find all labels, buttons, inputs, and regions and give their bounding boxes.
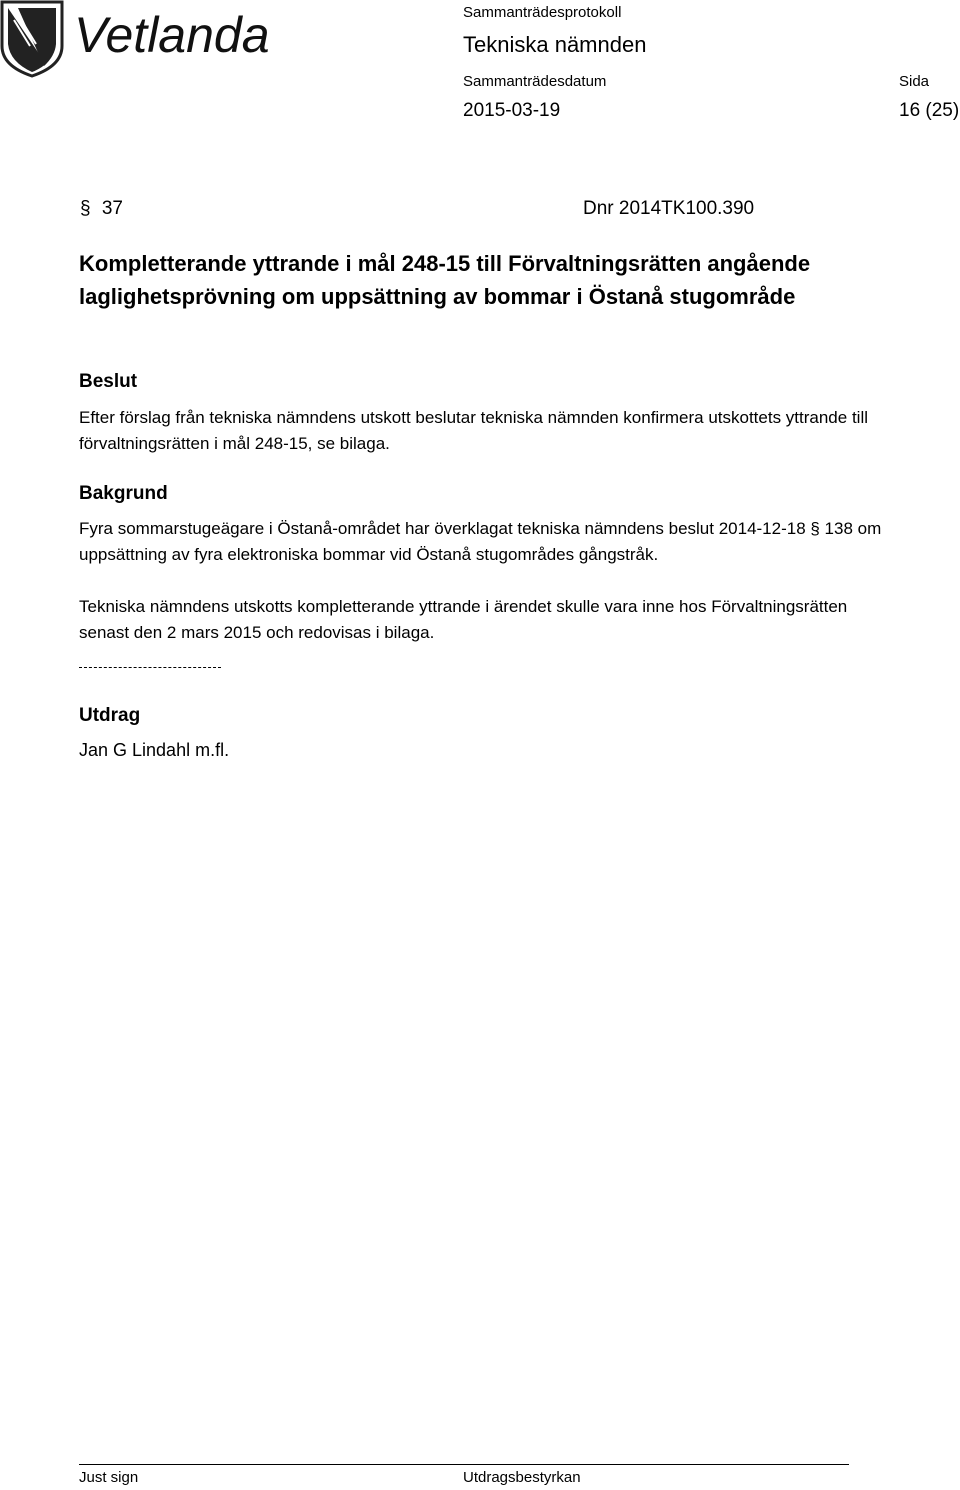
extract-heading: Utdrag <box>79 705 141 726</box>
footer-rule <box>79 1464 849 1465</box>
committee-name: Tekniska nämnden <box>463 32 647 57</box>
diary-number: Dnr 2014TK100.390 <box>583 198 755 219</box>
vetlanda-logo <box>0 0 290 80</box>
page-number: 16 (25) <box>899 100 960 121</box>
dashed-separator <box>79 667 221 668</box>
extract-recipient: Jan G Lindahl m.fl. <box>79 740 230 760</box>
coat-of-arms-icon <box>2 2 62 76</box>
case-title: Kompletterande yttrande i mål 248-15 till Förvaltningsrätten angående laglighetsprövning om uppsättning av bommar i Östanå stugområde <box>79 251 811 309</box>
case-number: 37 <box>101 198 123 219</box>
section-symbol: § <box>80 198 91 219</box>
page-label: Sida <box>899 73 930 90</box>
decision-text: Efter förslag från tekniska nämndens utskott beslutar tekniska nämnden konfirmera utskottets yttrande till förvaltningsrätten i mål 248-15, se bilaga. <box>79 408 868 453</box>
logo-wordmark: Vetlanda <box>74 7 270 63</box>
background-heading: Bakgrund <box>79 483 168 504</box>
protocol-label: Sammanträdesprotokoll <box>463 4 622 21</box>
section-number <box>80 198 123 220</box>
just-sign-label: Just sign <box>79 1469 139 1486</box>
meeting-date-label: Sammanträdesdatum <box>463 73 607 90</box>
decision-heading: Beslut <box>79 371 138 392</box>
certified-label: Utdragsbestyrkan <box>463 1469 581 1486</box>
meeting-date: 2015-03-19 <box>463 100 561 121</box>
background-text-2: Tekniska nämndens utskotts kompletterande yttrande i ärendet skulle vara inne hos Förvaltningsrätten senast den 2 mars 2015 och redovisas i bilaga. <box>79 597 848 642</box>
background-text-1: Fyra sommarstugeägare i Östanå-området har överklagat tekniska nämndens beslut 2014-12-18 § 138 om uppsättning av fyra elektroniska bommar vid Östanå stugområdes gångstråk. <box>79 519 882 564</box>
